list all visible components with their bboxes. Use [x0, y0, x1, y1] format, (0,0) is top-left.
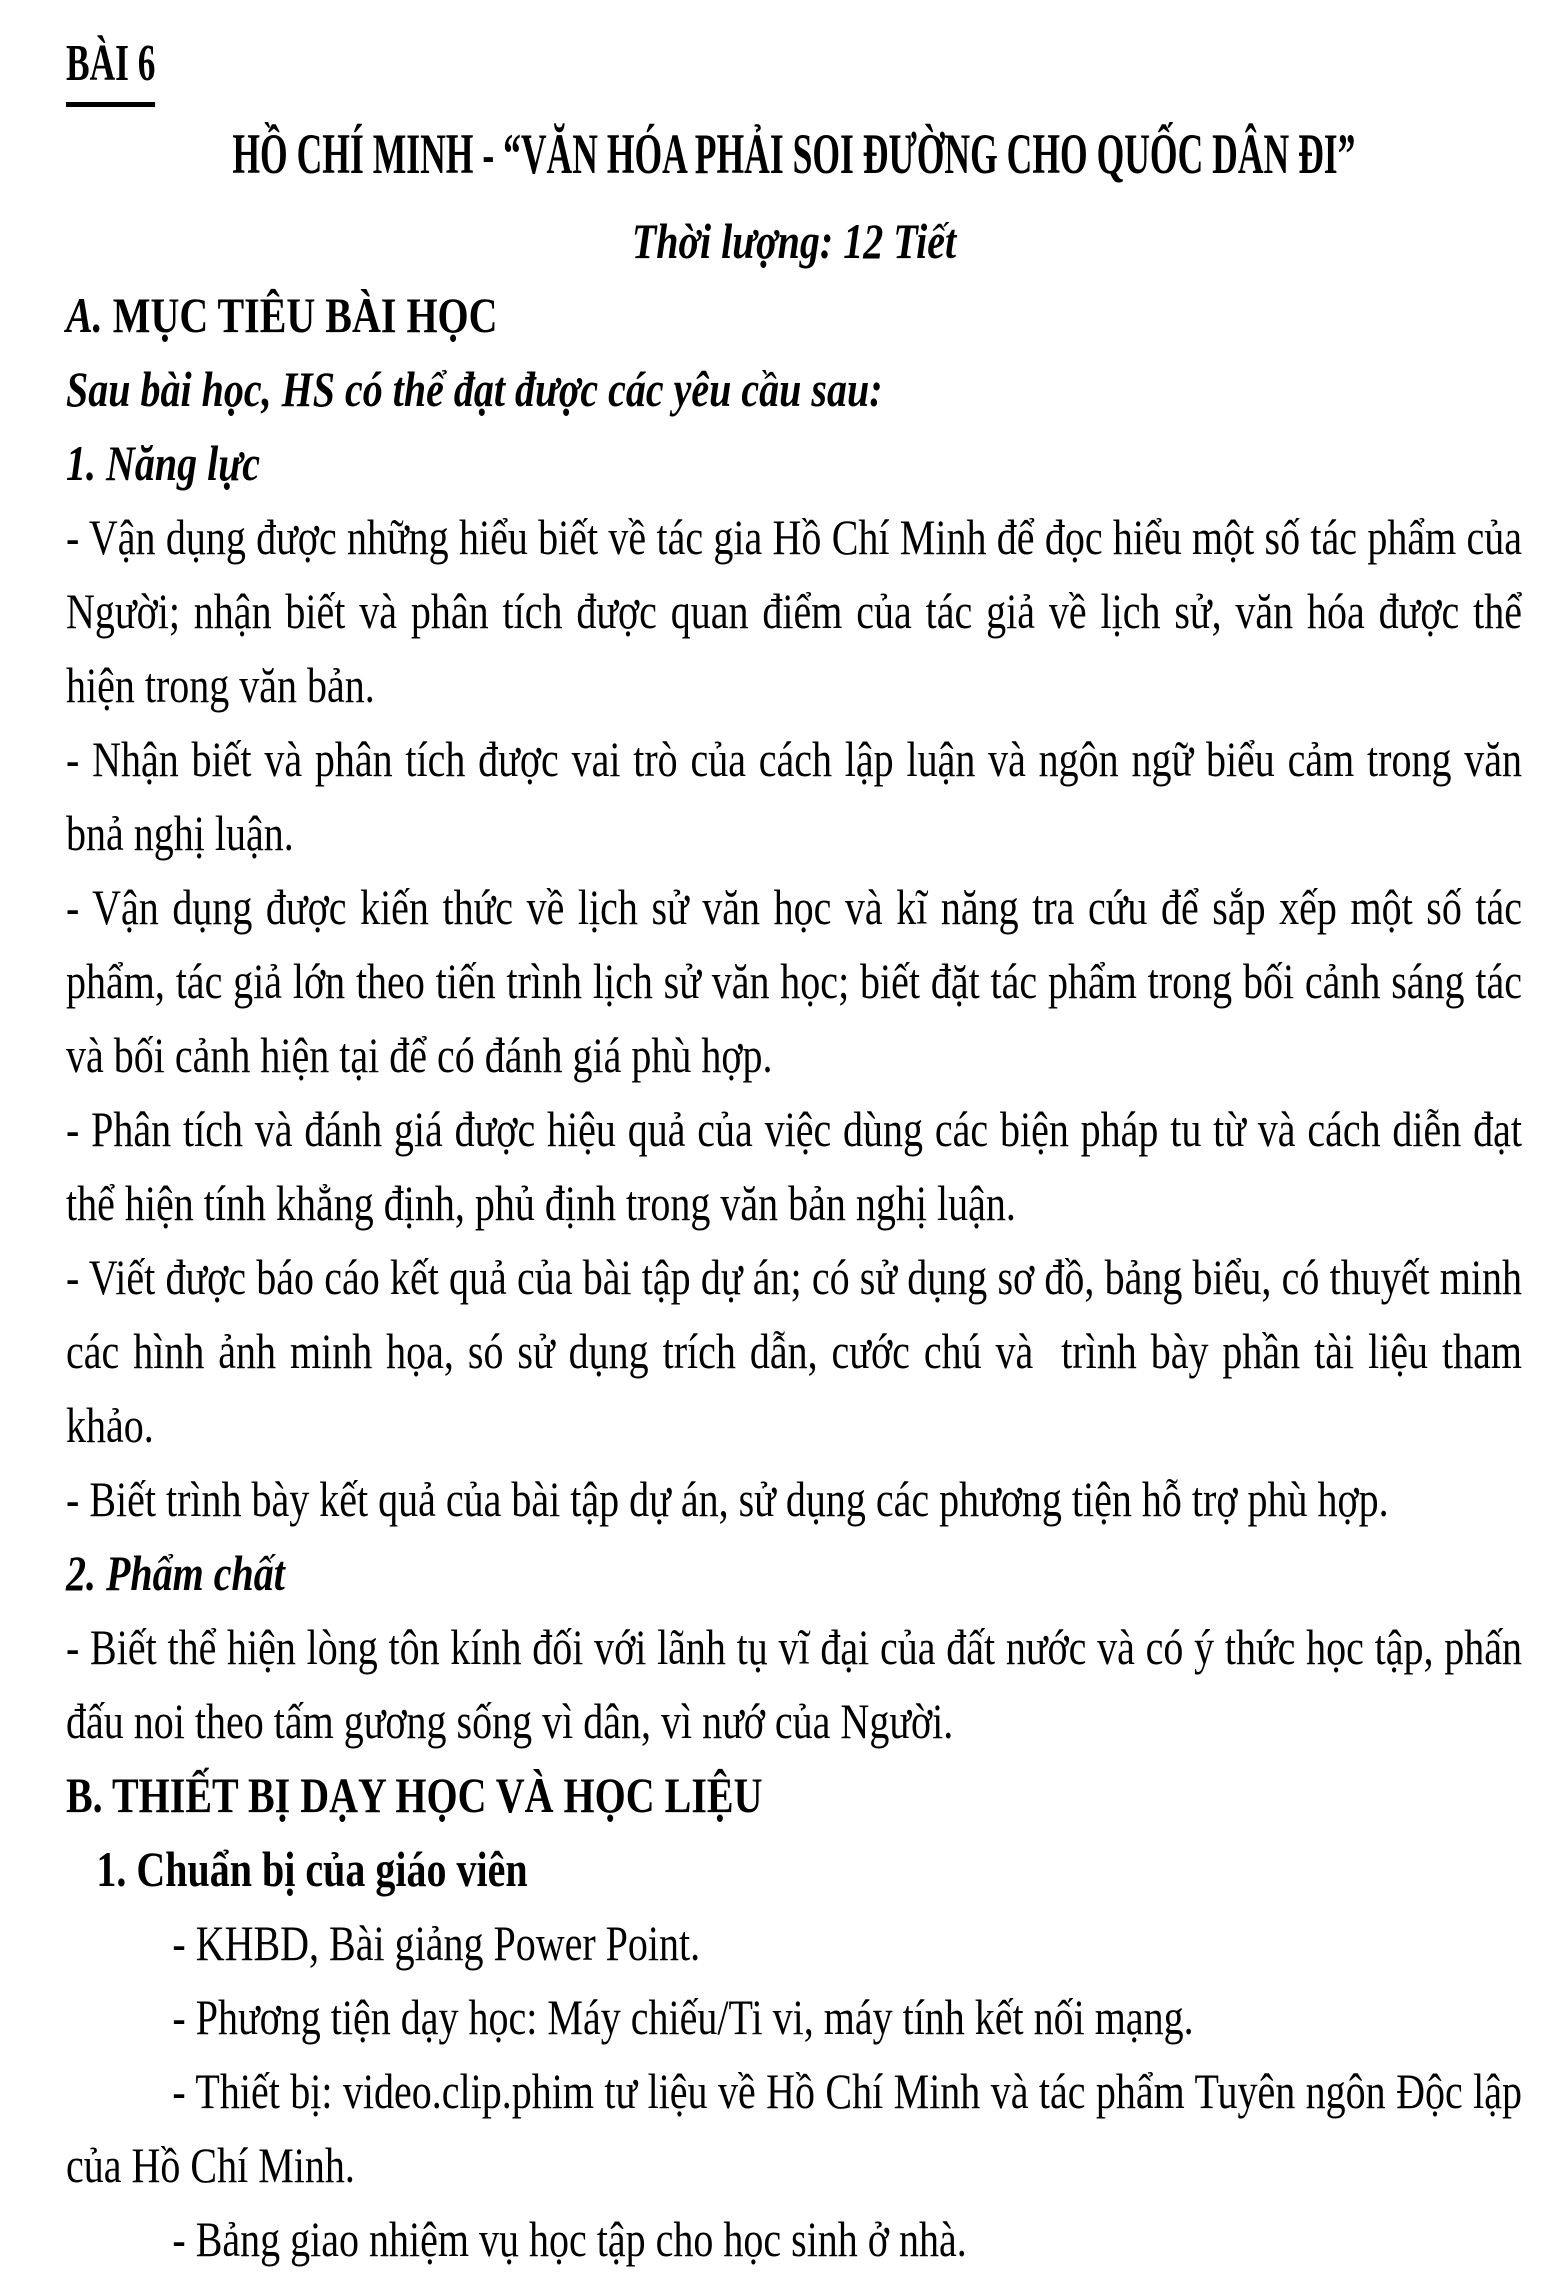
prep-item: - Thiết bị: video.clip.phim tư liệu về Hồ Chí Minh và tác phẩm Tuyên ngôn Độc lập của Hồ Chí Minh.	[66, 2063, 1522, 2193]
competence-item: - Viết được báo cáo kết quả của bài tập dự án; có sử dụng sơ đồ, bảng biểu, có thuyết minh các hình ảnh minh họa, só sử dụng trích dẫn, cước chú và trình bày phần tài liệu tham khảo.	[66, 1249, 1522, 1453]
quality-item: - Biết thể hiện lòng tôn kính đối với lãnh tụ vĩ đại của đất nước và có ý thức học tập, phấn đấu noi theo tấm gương sống vì dân, vì nướ của Người.	[66, 1619, 1522, 1749]
lesson-duration: Thời lượng: 12 Tiết	[631, 213, 957, 269]
section-a-heading-text: MỤC TIÊU BÀI HỌC	[112, 287, 498, 343]
lesson-title-line	[66, 107, 1522, 204]
prep-item: - KHBD, Bài giảng Power Point.	[172, 1915, 701, 1971]
competence-item: - Biết trình bày kết quả của bài tập dự án, sử dụng các phương tiện hỗ trợ phù hợp.	[66, 1471, 1389, 1527]
prep-item: - Phương tiện dạy học: Máy chiếu/Ti vi, máy tính kết nối mạng.	[172, 1989, 1194, 2045]
teacher-prep-heading: 1. Chuẩn bị của giáo viên	[96, 1841, 528, 1897]
lesson-number: BÀI 6	[66, 27, 155, 107]
document-content	[66, 26, 1522, 2276]
section-a-heading	[66, 278, 1522, 352]
lesson-title: HỒ CHÍ MINH - “VĂN HÓA PHẢI SOI ĐƯỜNG CHO QUỐC DÂN ĐI”	[232, 123, 1356, 186]
competence-item: - Nhận biết và phân tích được vai trò của cách lập luận và ngôn ngữ biểu cảm trong văn bnả nghị luận.	[66, 731, 1522, 861]
competence-item: - Phân tích và đánh giá được hiệu quả của việc dùng các biện pháp tu từ và cách diễn đạt thể hiện tính khẳng định, phủ định trong văn bản nghị luận.	[66, 1101, 1522, 1231]
competence-heading: 1. Năng lực	[66, 435, 260, 491]
prep-item: - Bảng giao nhiệm vụ học tập cho học sinh ở nhà.	[172, 2211, 967, 2267]
quality-heading: 2. Phẩm chất	[66, 1545, 285, 1601]
objectives-intro: Sau bài học, HS có thể đạt được các yêu cầu sau:	[66, 361, 883, 417]
section-a-prefix: A.	[66, 287, 103, 343]
competence-item: - Vận dụng được những hiểu biết về tác gia Hồ Chí Minh để đọc hiểu một số tác phẩm của Người; nhận biết và phân tích được quan điểm của tác giả về lịch sử, văn hóa được thể hiện trong văn bản.	[66, 509, 1522, 713]
lesson-number-line	[66, 26, 1522, 107]
section-b-heading: B. THIẾT BỊ DẠY HỌC VÀ HỌC LIỆU	[66, 1767, 763, 1823]
competence-item: - Vận dụng được kiến thức về lịch sử văn học và kĩ năng tra cứu để sắp xếp một số tác phẩm, tác giả lớn theo tiến trình lịch sử văn học; biết đặt tác phẩm trong bối cảnh sáng tác và bối cảnh hiện tại để có đánh giá phù hợp.	[66, 879, 1522, 1083]
